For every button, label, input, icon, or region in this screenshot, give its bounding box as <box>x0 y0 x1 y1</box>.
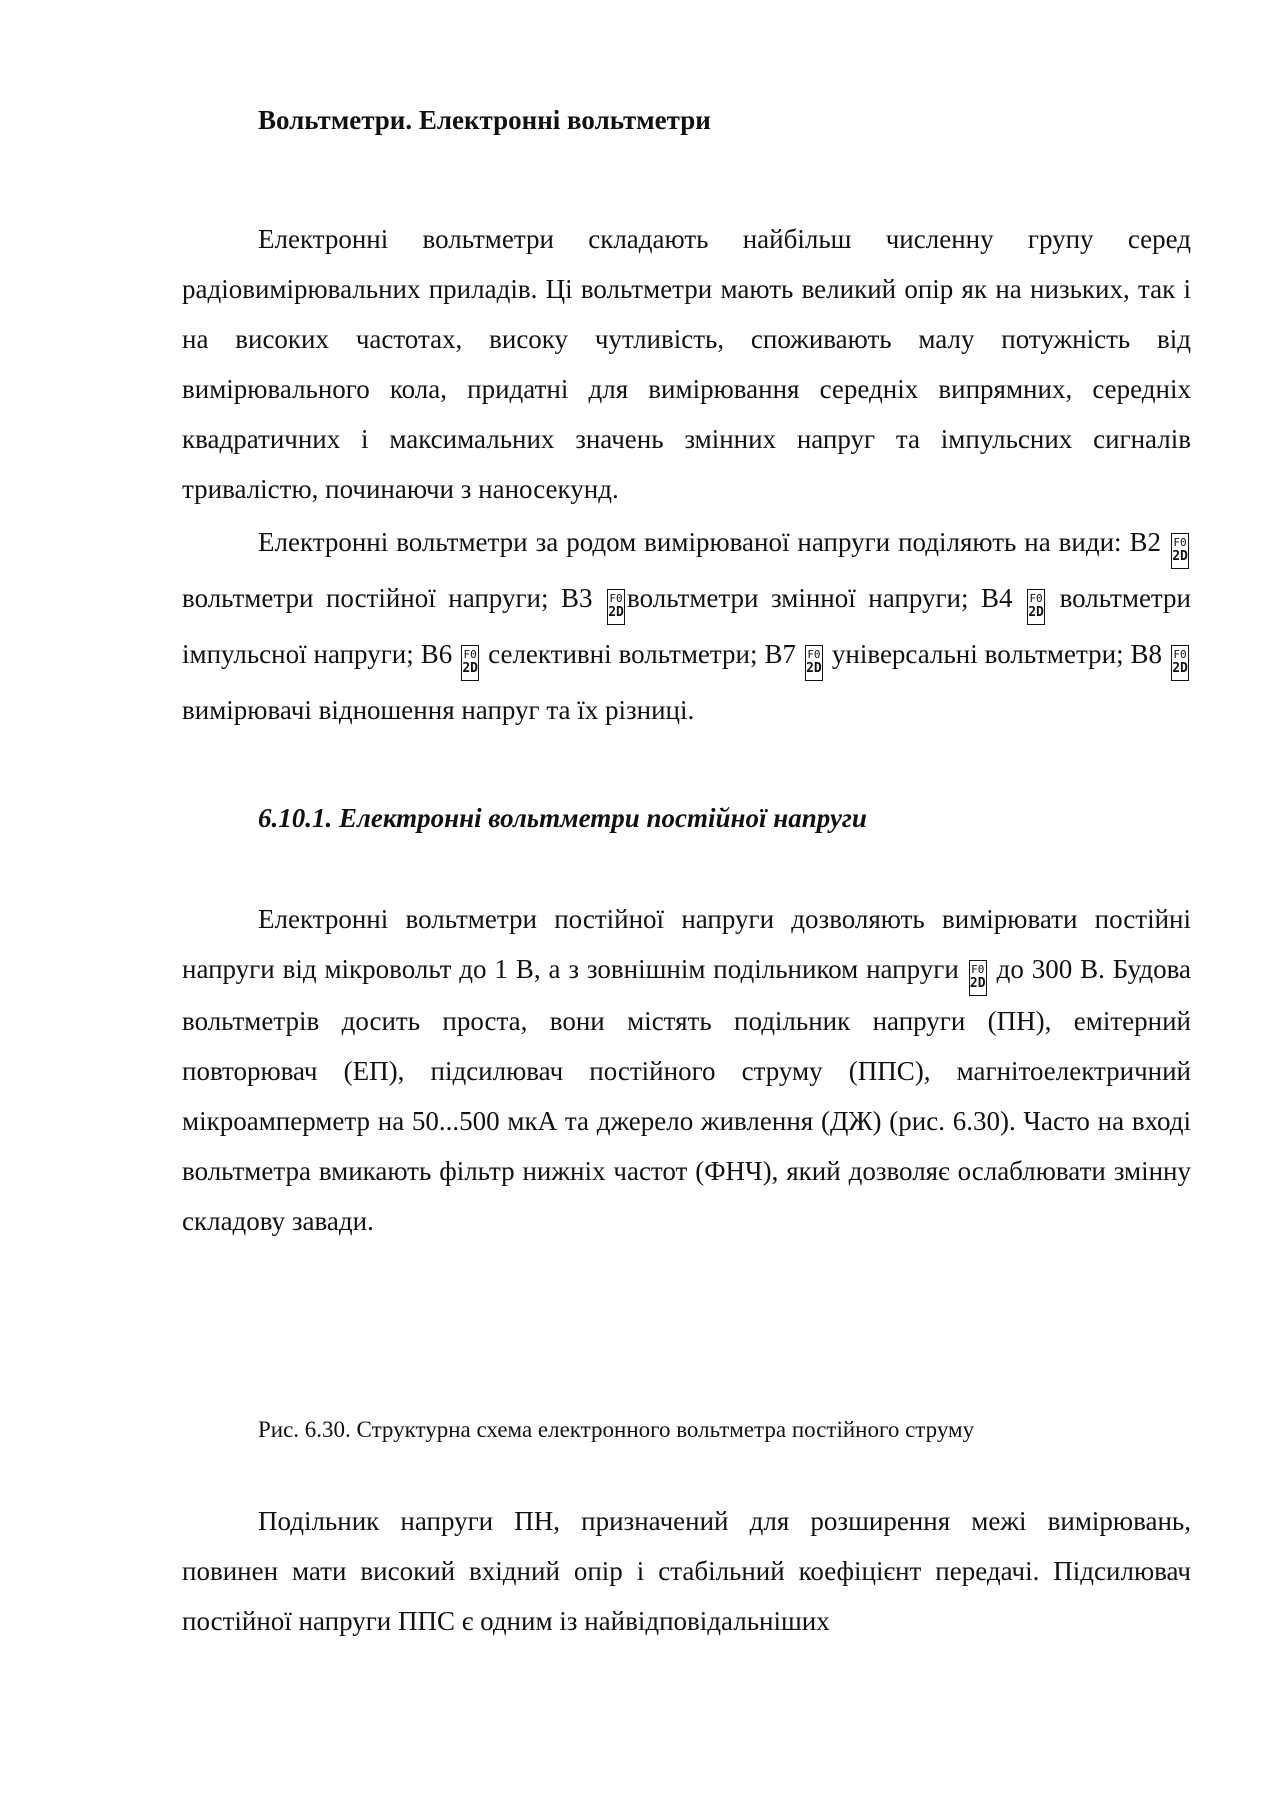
types-text-5: селективні вольтметри; В7 <box>488 639 796 669</box>
dc-text-2: до 300 В. Будова вольтметрів досить проста, вони містять подільник напруги (ПН), емітерний повторювач (ЕП), підсилювач постійного струму (ППС), магнітоелектричний мікроамперметр на 50...500 мкА та джерело живлення (ДЖ) (рис. 6.30). Часто на вході вольтметра вмикають фільтр нижніх частот (ФНЧ), який дозволяє ослаблювати змінну складову завади. <box>182 954 1191 1236</box>
paragraph-intro: Електронні вольтметри складають найбільш численну групу серед радіовимірювальних приладів. Ці вольтметри мають великий опір як на низьких, так і на високих частотах, високу чутливість, споживають малу потужність від вимірювального кола, придатні для вимірювання середніх випрямних, середніх квадратичних і максимальних значень змінних напруг та імпульсних сигналів тривалістю, починаючи з наносекунд. <box>182 224 1191 504</box>
dc-text-1: Електронні вольтметри постійної напруги дозволяють вимірювати постійні напруги від мікровольт до 1 В, а з зовнішнім подільником напруги <box>182 904 1191 984</box>
types-text-3: вольтметри змінної напруги; В4 <box>627 583 1013 613</box>
paragraph-dc-voltmeters <box>182 894 1191 1246</box>
types-text-1: Електронні вольтметри за родом вимірюваної напруги поділяють на види: В2 <box>258 527 1162 557</box>
types-text-4: вольтметри імпульсної напруги; В6 <box>182 583 1192 669</box>
section-heading: 6.10.1. Електронні вольтметри постійної напруги <box>258 803 867 833</box>
types-text-7: вимірювачі відношення напруг та їх різниці. <box>182 695 695 725</box>
paragraph-voltmeter-types <box>182 514 1191 738</box>
missing-glyph-icon: F0 2D <box>607 589 625 625</box>
missing-glyph-icon: F0 2D <box>805 645 823 681</box>
paragraph-divider: Подільник напруги ПН, призначений для розширення межі вимірювань, повинен мати високий вхідний опір і стабільний коефіцієнт передачі. Підсилювач постійної напруги ППС є одним із найвідповідальніших <box>182 1506 1191 1636</box>
missing-glyph-icon: F0 2D <box>1171 533 1189 569</box>
figure-caption: Рис. 6.30. Структурна схема електронного вольтметра постійного струму <box>258 1417 975 1442</box>
types-text-2: вольтметри постійної напруги; В3 <box>182 583 593 613</box>
missing-glyph-icon: F0 2D <box>969 960 987 996</box>
types-text-6: універсальні вольтметри; В8 <box>831 639 1163 669</box>
missing-glyph-icon: F0 2D <box>461 645 479 681</box>
document-title: Вольтметри. Електронні вольтметри <box>258 105 711 135</box>
missing-glyph-icon: F0 2D <box>1027 589 1045 625</box>
missing-glyph-icon: F0 2D <box>1171 645 1189 681</box>
